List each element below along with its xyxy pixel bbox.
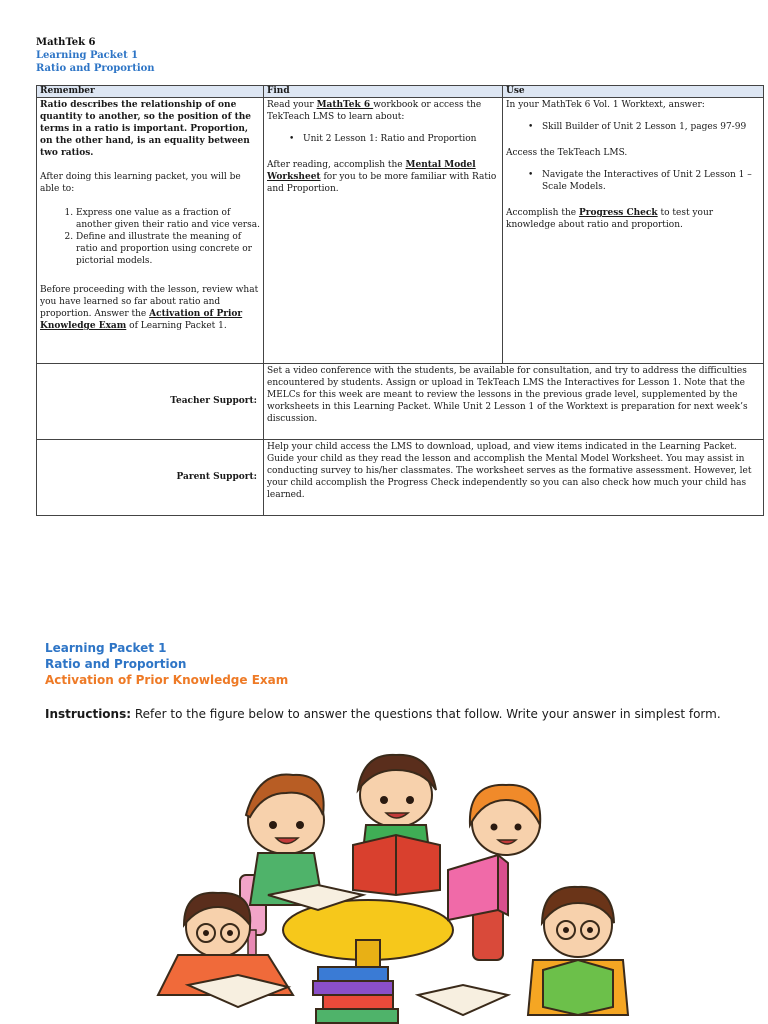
column-header-use: Use [503, 86, 764, 98]
use-worktext-list [506, 121, 760, 133]
lesson-plan-table [36, 85, 764, 516]
exam-section-header [45, 640, 288, 688]
list-item: • Navigate the Interactives of Unit 2 Lesson 1 – Scale Models. [542, 169, 760, 193]
table-header-row [37, 86, 764, 98]
list-item: • Unit 2 Lesson 1: Ratio and Proportion [303, 133, 499, 145]
find-after-after: for you to be more familiar with Ratio and Proportion. [267, 172, 497, 194]
progress-check-link[interactable]: Progress Check [578, 208, 658, 218]
exam-packet-title: Learning Packet 1 [45, 641, 167, 655]
use-access-lms: Access the TekTeach LMS. [506, 148, 628, 158]
teacher-support-text: Set a video conference with the students, be available for consultation, and try to address the difficulties encountered by students. Assign or upload in TekTeach LMS the Interactives for Lesson 1. Note that the MELCs for this week are meant to review the lessons in the previous grade level, supplemented by the worksheets in this Learning Packet. While Unit 2 Lesson 1 of the Worktext is preparation for next week’s discussion. [264, 364, 764, 440]
table-row [37, 440, 764, 516]
use-cell [503, 98, 764, 364]
find-cell [264, 98, 503, 364]
topic-title: Ratio and Proportion [36, 63, 155, 74]
review-instruction [40, 284, 260, 332]
find-read-instruction [267, 99, 499, 123]
find-after-before: After reading, accomplish the [267, 160, 406, 170]
find-after-instruction [267, 159, 499, 195]
instructions-text: Refer to the figure below to answer the questions that follow. Write your answer in simplest form. [131, 707, 721, 721]
mathtek-link[interactable]: MathTek 6 [316, 100, 374, 110]
remember-cell [37, 98, 264, 364]
find-topics-list [267, 133, 499, 145]
list-item: 1. Express one value as a fraction of another given their ratio and vice versa. [76, 207, 260, 231]
review-text-after: of Learning Packet 1. [126, 321, 227, 331]
exam-title: Activation of Prior Knowledge Exam [45, 673, 289, 687]
find-read-after: workbook or access the TekTeach LMS to learn about: [267, 100, 482, 122]
parent-support-text: Help your child access the LMS to download, upload, and view items indicated in the Learning Packet. Guide your child as they read the lesson and accomplish the Mental Model Worksheet. You may assist in conducting survey to his/her classmates. The worksheet serves as the formative assessment. However, let your child accomplish the Progress Check independently so you can also check how much your child has learned. [264, 440, 764, 516]
mental-model-worksheet-link[interactable]: Mental Model Worksheet [267, 160, 476, 182]
objectives-list [40, 207, 260, 267]
instructions-label: Instructions: [45, 707, 132, 721]
use-lms-list [506, 169, 760, 193]
exam-topic-title: Ratio and Proportion [45, 657, 187, 671]
table-row [37, 98, 764, 364]
use-progress-instruction [506, 207, 760, 231]
column-header-find: Find [264, 86, 503, 98]
review-text-before: Before proceeding with the lesson, review what you have learned so far about ratio and proportion. Answer the [40, 285, 259, 319]
progress-after: to test your knowledge about ratio and proportion. [506, 208, 714, 230]
list-item: 2. Define and illustrate the meaning of ratio and proportion using concrete or pictorial models. [76, 231, 260, 267]
packet-title: Learning Packet 1 [36, 50, 139, 61]
column-header-remember: Remember [37, 86, 264, 98]
course-title: MathTek 6 [36, 37, 96, 48]
parent-support-label: Parent Support: [37, 440, 264, 516]
exam-instructions [45, 706, 745, 722]
ratio-definition: Ratio describes the relationship of one quantity to another, so the position of the terms in a ratio is important. Proportion, on the other hand, is an equality between two ratios. [40, 100, 251, 158]
progress-before: Accomplish the [506, 208, 579, 218]
use-intro: In your MathTek 6 Vol. 1 Worktext, answer: [506, 100, 705, 110]
objectives-intro: After doing this learning packet, you will be able to: [40, 172, 241, 194]
teacher-support-label: Teacher Support: [37, 364, 264, 440]
document-header [36, 36, 155, 75]
list-item: • Skill Builder of Unit 2 Lesson 1, pages 97-99 [542, 121, 760, 133]
table-row [37, 364, 764, 440]
children-reading-illustration [118, 745, 648, 1024]
activation-exam-link[interactable]: Activation of Prior Knowledge Exam [40, 309, 243, 331]
find-read-before: Read your [267, 100, 317, 110]
